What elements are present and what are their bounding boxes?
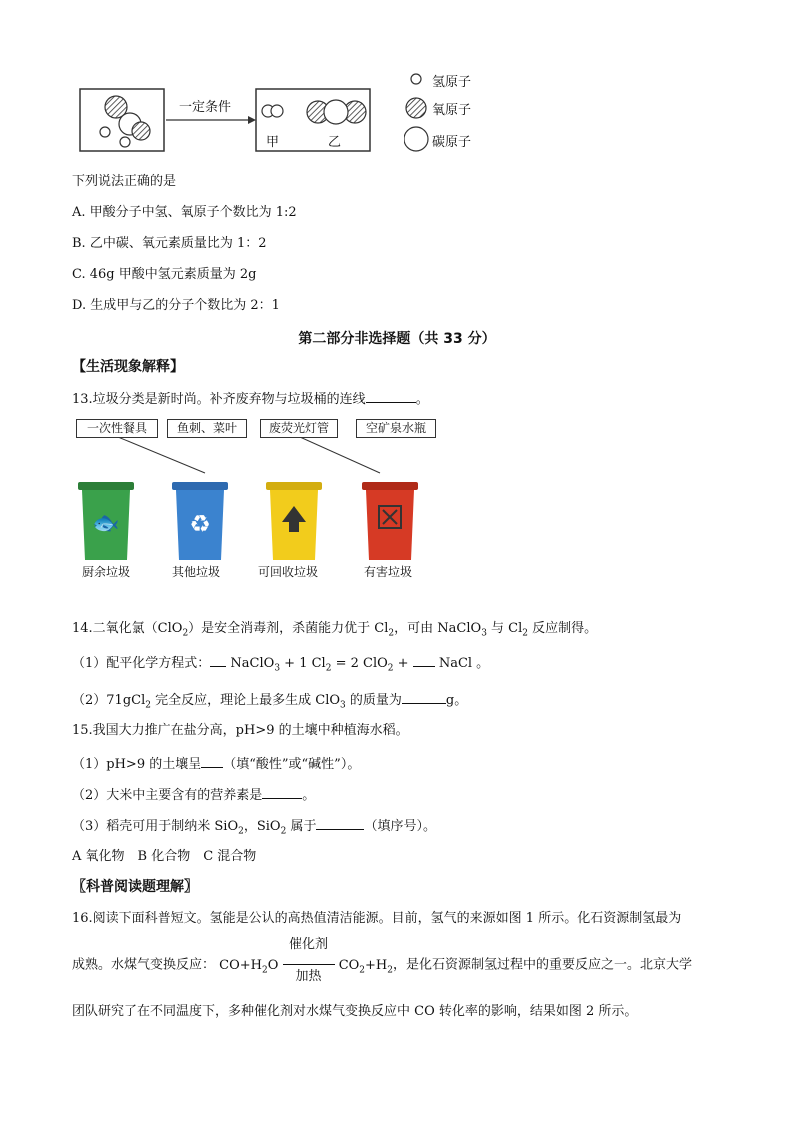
q16-line3: 团队研究了在不同温度下，多种催化剂对水煤气变换反应中 CO 转化率的影响，结果如图 2 所示。	[72, 1004, 638, 1019]
bin-label-kitchen: 厨余垃圾	[81, 565, 130, 579]
q15-blank-3[interactable]	[316, 817, 364, 830]
q15-blank-2[interactable]	[262, 786, 302, 799]
connector-lines	[0, 437, 794, 477]
hydrogen-atom	[100, 127, 110, 137]
q14-stem: 14.二氧化氯（ClO$_2$）是安全消毒剂，杀菌能力优于 $Cl_2$，可由 NaClO$_3$ 与 $Cl_2$ 反应制得。	[72, 621, 598, 639]
oxygen-atom-legend-icon	[406, 98, 426, 118]
bin-label-recyclable: 可回收垃圾	[257, 565, 318, 579]
bin-other	[172, 482, 228, 560]
q16-equation-right: $CO_2+H_2$	[338, 957, 393, 976]
q14-part1: （1）配平化学方程式： NaClO$_3$ + 1 $Cl_2 = 2$ ClO$_2$ + NaCl 。	[72, 656, 490, 674]
carbon-atom	[324, 100, 348, 124]
waste-item-bottle: 空矿泉水瓶	[356, 419, 436, 438]
q13-stem-end: 。	[415, 392, 429, 407]
waste-bins	[70, 476, 430, 562]
q16-reaction-condition: 催化剂 加热	[283, 956, 335, 974]
hydrogen-atom-legend-icon	[411, 74, 421, 84]
waste-item-lamp: 废荧光灯管	[260, 419, 338, 438]
q15-stem: 15.我国大力推广在盐分高，pH>9 的土壤中种植海水稻。	[72, 723, 409, 738]
reaction-diagram	[78, 87, 378, 153]
bin-label-hazardous: 有害垃圾	[363, 565, 412, 579]
bin-label-other: 其他垃圾	[171, 565, 220, 579]
bin-kitchen	[78, 482, 134, 560]
product-label-jia: 甲	[266, 135, 280, 150]
q14-blank-1[interactable]	[210, 654, 226, 667]
svg-text:🐟: 🐟	[92, 511, 120, 536]
q16-line2: 成熟。水煤气变换反应： $CO+H_2O$ 催化剂 加热 $CO_2+H_2$，是化石资源制氢过程中的重要反应之一。北京大学	[72, 937, 693, 984]
section-life: 【生活现象解释】	[72, 359, 184, 375]
q14-blank-3[interactable]	[402, 691, 446, 704]
bin-hazardous	[362, 482, 418, 560]
waste-item-fishbone: 鱼刺、菜叶	[167, 419, 247, 438]
section-reading: 〖科普阅读题理解〗	[72, 879, 198, 895]
q14-blank-2[interactable]	[413, 654, 435, 667]
q12-option-d: D. 生成甲与乙的分子个数比为 2：1	[72, 298, 280, 313]
svg-text:♻: ♻	[189, 510, 211, 538]
bin-recyclable	[266, 482, 322, 560]
product-label-yi: 乙	[328, 135, 342, 150]
q15-part3: （3）稻壳可用于制纳米 SiO$_2$，SiO$_2$ 属于 （填序号）。	[72, 819, 436, 837]
carbon-atom-legend-icon	[404, 127, 428, 151]
legend-icons	[404, 70, 430, 156]
q13-answer-blank[interactable]	[366, 390, 416, 403]
hydrogen-atom	[120, 137, 130, 147]
q12-option-b: B. 乙中碳、氧元素质量比为 1：2	[72, 236, 267, 251]
q16-line1: 16.阅读下面科普短文。氢能是公认的高热值清洁能源。目前，氢气的来源如图 1 所示。化石资源制氢最为	[72, 911, 682, 926]
q15-part1: （1）pH>9 的土壤呈 （填“酸性”或“碱性”）。	[72, 757, 361, 772]
arrow-label: 一定条件	[179, 100, 232, 115]
q12-stem: 下列说法正确的是	[72, 174, 177, 189]
legend-hydrogen: 氢原子	[432, 75, 472, 90]
q13-stem	[72, 390, 429, 409]
q16-equation-left: $CO+H_2O$	[219, 957, 279, 976]
q15-blank-1[interactable]	[201, 755, 223, 768]
q13-stem-text: 13.垃圾分类是新时尚。补齐废弃物与垃圾桶的连线	[72, 392, 366, 407]
hydrogen-atom	[271, 105, 283, 117]
waste-item-tableware: 一次性餐具	[76, 419, 158, 438]
q14-part2: （2）71gCl$_2$ 完全反应，理论上最多生成 ClO$_3$ 的质量为 g。	[72, 693, 468, 711]
q12-option-a: A. 甲酸分子中氢、氧原子个数比为 1:2	[72, 205, 297, 220]
legend-oxygen: 氧原子	[432, 103, 472, 118]
part2-title: 第二部分非选择题（共 33 分）	[298, 331, 496, 347]
q15-part2: （2）大米中主要含有的营养素是 。	[72, 788, 316, 803]
oxygen-atom	[132, 122, 150, 140]
q15-choices: A 氧化物 B 化合物 C 混合物	[72, 849, 257, 864]
q12-option-c: C. 46g 甲酸中氢元素质量为 2g	[72, 267, 257, 282]
legend-carbon: 碳原子	[432, 135, 472, 150]
